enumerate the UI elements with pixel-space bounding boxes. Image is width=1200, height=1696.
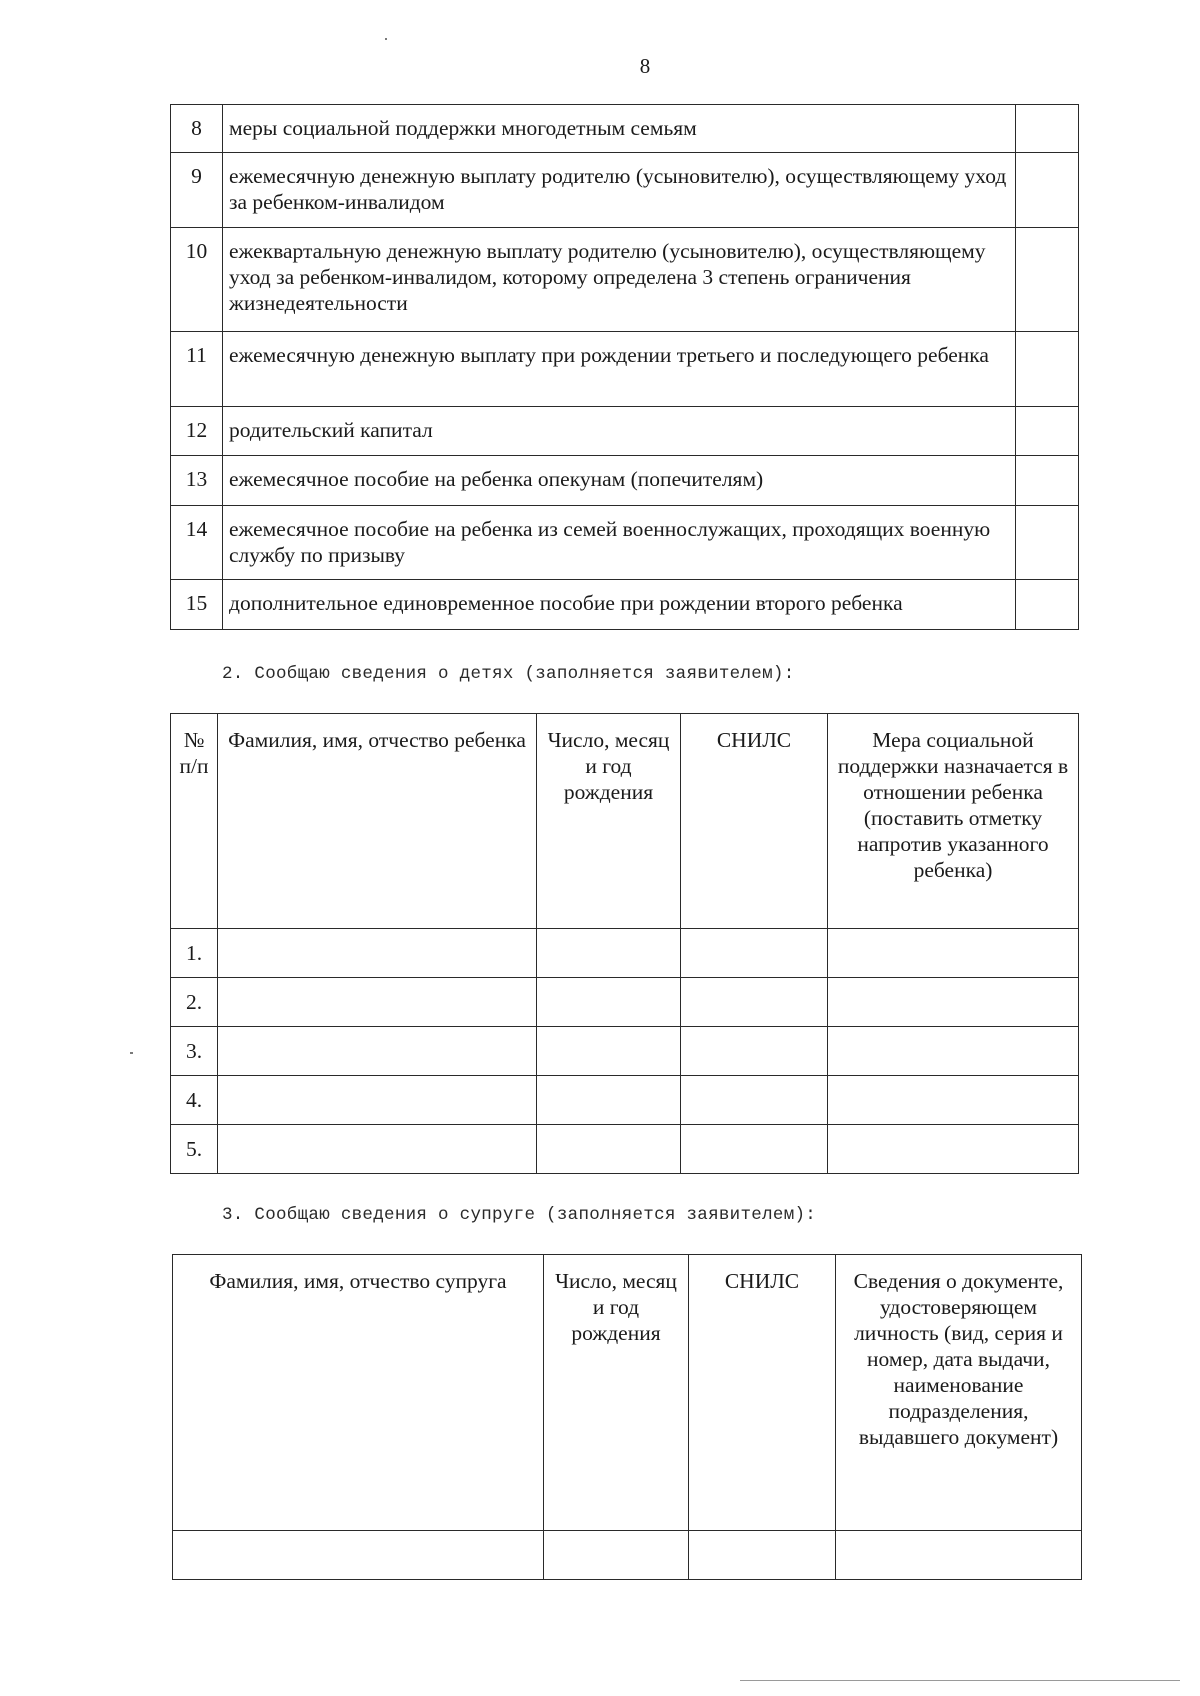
measure-text: ежемесячную денежную выплату родителю (усыновителю), осуществляющему уход за ребенком-инвалидом: [223, 153, 1016, 228]
child-measure-cell[interactable]: [828, 1125, 1079, 1174]
table-header-row: [171, 714, 1079, 929]
measure-number: 14: [171, 506, 223, 580]
measure-text: родительский капитал: [223, 407, 1016, 456]
table-row: [171, 1076, 1079, 1125]
table-row: [171, 506, 1079, 580]
col-snils-header: СНИЛС: [689, 1255, 836, 1531]
measure-text: ежемесячное пособие на ребенка опекунам (попечителям): [223, 456, 1016, 506]
table-header-row: [173, 1255, 1082, 1531]
child-snils-cell[interactable]: [681, 1125, 828, 1174]
measure-number: 15: [171, 580, 223, 630]
measure-text: ежемесячную денежную выплату при рождении третьего и последующего ребенка: [223, 332, 1016, 407]
child-snils-cell[interactable]: [681, 1027, 828, 1076]
child-birth-cell[interactable]: [537, 978, 681, 1027]
spouse-name-cell[interactable]: [173, 1531, 544, 1580]
measure-checkbox-cell[interactable]: [1016, 228, 1079, 332]
table-row: [171, 332, 1079, 407]
child-snils-cell[interactable]: [681, 1076, 828, 1125]
table-row: [171, 1125, 1079, 1174]
row-number: 4.: [171, 1076, 218, 1125]
measure-checkbox-cell[interactable]: [1016, 332, 1079, 407]
child-name-cell[interactable]: [218, 1125, 537, 1174]
table-row: [171, 153, 1079, 228]
child-measure-cell[interactable]: [828, 1027, 1079, 1076]
scan-speck: [130, 1052, 133, 1054]
measure-text: ежемесячное пособие на ребенка из семей военнослужащих, проходящих военную службу по призыву: [223, 506, 1016, 580]
child-name-cell[interactable]: [218, 1027, 537, 1076]
col-birth-date-header: Число, месяц и год рождения: [544, 1255, 689, 1531]
spouse-document-cell[interactable]: [836, 1531, 1082, 1580]
spouse-snils-cell[interactable]: [689, 1531, 836, 1580]
scan-speck: [385, 38, 387, 40]
spouse-birth-cell[interactable]: [544, 1531, 689, 1580]
col-number-header: № п/п: [171, 714, 218, 929]
section3-caption: 3. Сообщаю сведения о супруге (заполняется заявителем):: [222, 1205, 817, 1225]
col-spouse-name-header: Фамилия, имя, отчество супруга: [173, 1255, 544, 1531]
measure-checkbox-cell[interactable]: [1016, 580, 1079, 630]
row-number: 1.: [171, 929, 218, 978]
table-row: [171, 407, 1079, 456]
measure-checkbox-cell[interactable]: [1016, 506, 1079, 580]
measure-text: дополнительное единовременное пособие при рождении второго ребенка: [223, 580, 1016, 630]
table-row: [171, 1027, 1079, 1076]
row-number: 3.: [171, 1027, 218, 1076]
measure-checkbox-cell[interactable]: [1016, 105, 1079, 153]
table-row: [171, 228, 1079, 332]
child-snils-cell[interactable]: [681, 978, 828, 1027]
child-birth-cell[interactable]: [537, 1125, 681, 1174]
col-document-header: Сведения о документе, удостоверяющем личность (вид, серия и номер, дата выдачи, наименование подразделения, выдавшего документ): [836, 1255, 1082, 1531]
table-row: [171, 456, 1079, 506]
spouse-table: [172, 1254, 1082, 1580]
measures-table: [170, 104, 1079, 630]
child-name-cell[interactable]: [218, 978, 537, 1027]
table-row: [171, 580, 1079, 630]
section2-caption: 2. Сообщаю сведения о детях (заполняется заявителем):: [222, 664, 795, 684]
child-measure-cell[interactable]: [828, 929, 1079, 978]
scan-artifact-line: [740, 1680, 1180, 1681]
measure-checkbox-cell[interactable]: [1016, 153, 1079, 228]
measure-checkbox-cell[interactable]: [1016, 456, 1079, 506]
measure-text: меры социальной поддержки многодетным семьям: [223, 105, 1016, 153]
table-row: [171, 105, 1079, 153]
measure-number: 10: [171, 228, 223, 332]
table-row: [171, 978, 1079, 1027]
child-birth-cell[interactable]: [537, 1027, 681, 1076]
child-birth-cell[interactable]: [537, 929, 681, 978]
child-measure-cell[interactable]: [828, 1076, 1079, 1125]
col-snils-header: СНИЛС: [681, 714, 828, 929]
measure-number: 9: [171, 153, 223, 228]
measure-number: 8: [171, 105, 223, 153]
children-table: [170, 713, 1079, 1174]
measure-text: ежеквартальную денежную выплату родителю (усыновителю), осуществляющему уход за ребенком-инвалидом, которому определена 3 степень ограничения жизнедеятельности: [223, 228, 1016, 332]
child-name-cell[interactable]: [218, 1076, 537, 1125]
col-birth-date-header: Число, месяц и год рождения: [537, 714, 681, 929]
col-measure-header: Мера социальной поддержки назначается в отношении ребенка (поставить отметку напротив указанного ребенка): [828, 714, 1079, 929]
row-number: 5.: [171, 1125, 218, 1174]
measure-checkbox-cell[interactable]: [1016, 407, 1079, 456]
row-number: 2.: [171, 978, 218, 1027]
measure-number: 11: [171, 332, 223, 407]
measure-number: 12: [171, 407, 223, 456]
child-snils-cell[interactable]: [681, 929, 828, 978]
child-name-cell[interactable]: [218, 929, 537, 978]
page-number: 8: [639, 54, 651, 78]
table-row: [173, 1531, 1082, 1580]
table-row: [171, 929, 1079, 978]
col-child-name-header: Фамилия, имя, отчество ребенка: [218, 714, 537, 929]
measure-number: 13: [171, 456, 223, 506]
child-birth-cell[interactable]: [537, 1076, 681, 1125]
child-measure-cell[interactable]: [828, 978, 1079, 1027]
